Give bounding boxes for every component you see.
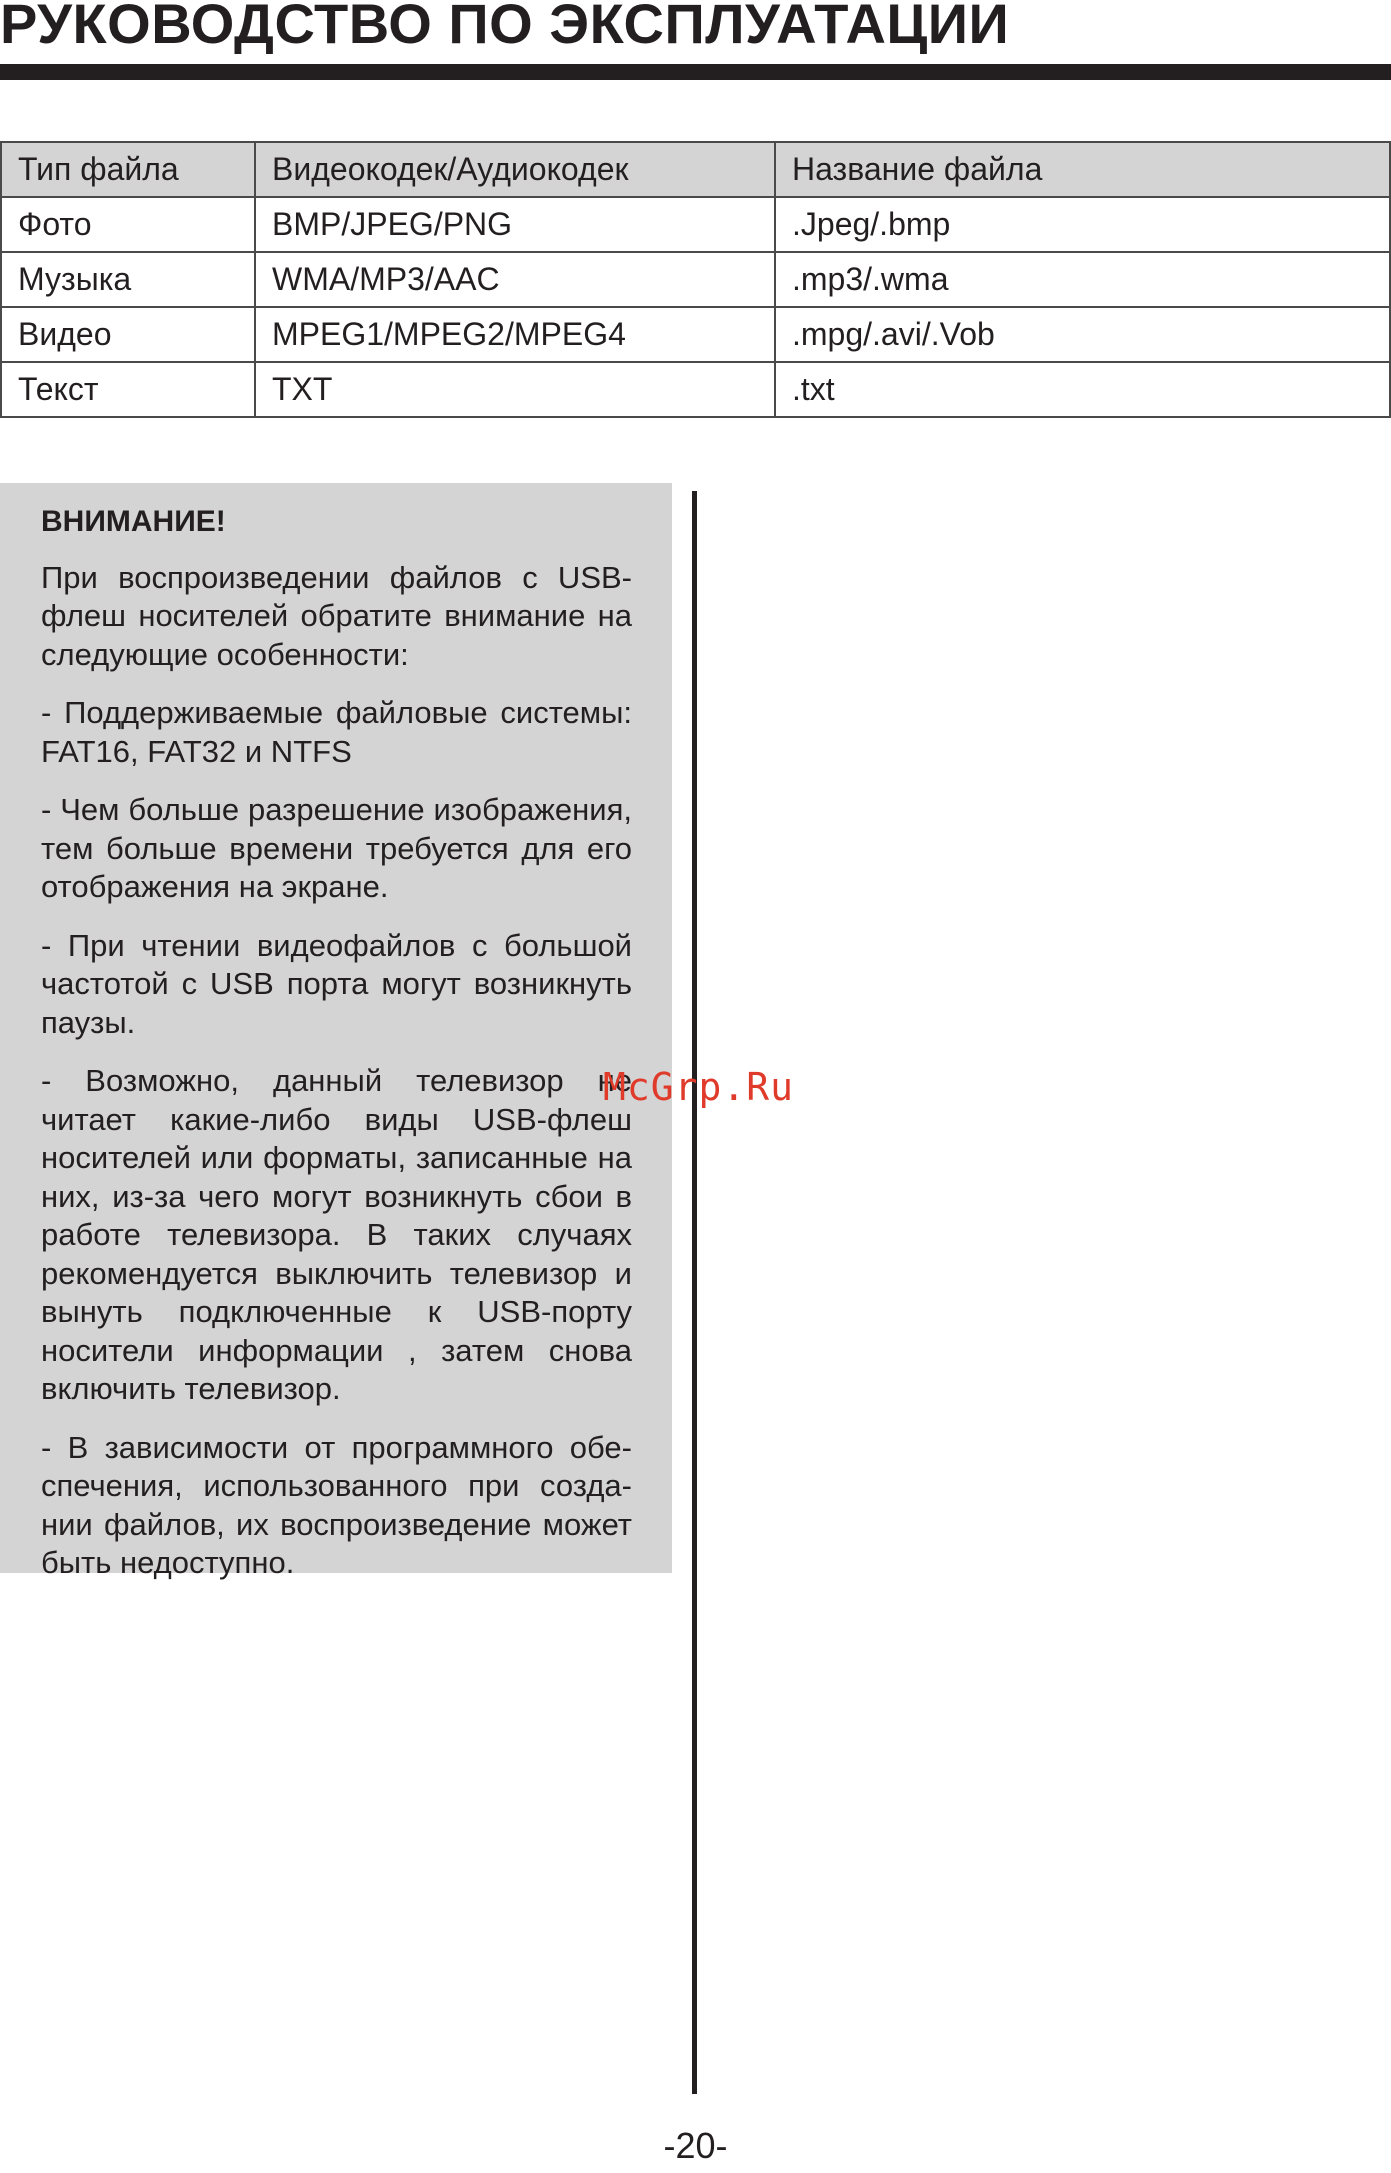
notice-paragraph: - Возможно, данный телевизор не читает какие-либо виды USB-флеш носителей или форматы, записанные на них, из-за чего могут возникнуть сбои в работе телевизора. В таких случаях рекомендуется выключить телевизор и вынуть подключенные к USB-порту носители информации , затем снова включить телевизор.	[41, 1063, 632, 1406]
notice-paragraph: - Чем больше разрешение изображения, тем больше времени требуется для его отображения на экране.	[41, 792, 632, 904]
notice-paragraph: - Поддерживаемые файловые системы: FAT16, FAT32 и NTFS	[41, 695, 632, 769]
table-cell: .Jpeg/.bmp	[775, 197, 1390, 252]
table-cell: Фото	[1, 197, 255, 252]
table-cell: Текст	[1, 362, 255, 417]
notice-heading: ВНИМАНИЕ!	[41, 505, 226, 538]
table-cell: .txt	[775, 362, 1390, 417]
notice-paragraph: При воспроизведении файлов с USB-флеш носителей обратите внимание на следующие особенности:	[41, 559, 632, 672]
column-header-file-name: Название файла	[775, 142, 1390, 197]
table-cell: BMP/JPEG/PNG	[255, 197, 775, 252]
table-cell: Музыка	[1, 252, 255, 307]
page-number: -20-	[663, 2125, 728, 2166]
table-row	[1, 362, 1390, 417]
title-rule	[0, 64, 1391, 80]
table-row	[1, 307, 1390, 362]
notice-paragraph: - При чтении видеофайлов с большой частотой с USB порта могут возникнуть паузы.	[41, 927, 632, 1040]
notice-paragraph: - В зависимости от программного обеспечения, использованного при создании файлов, их воспроизведение может быть недоступно.	[41, 1429, 632, 1580]
table-cell: MPEG1/MPEG2/MPEG4	[255, 307, 775, 362]
notice-box	[0, 483, 672, 1580]
table-header-row	[1, 142, 1390, 197]
table-cell: Видео	[1, 307, 255, 362]
column-header-codec: Видеокодек/Аудиокодек	[255, 142, 775, 197]
file-formats-table	[0, 141, 1391, 418]
page-title: РУКОВОДСТВО ПО ЭКСПЛУАТАЦИИ	[0, 0, 1010, 55]
watermark: McGrp.Ru	[603, 1065, 795, 1109]
column-divider	[692, 491, 697, 2094]
column-header-file-type: Тип файла	[1, 142, 255, 197]
table-cell: WMA/MP3/AAC	[255, 252, 775, 307]
table-row	[1, 197, 1390, 252]
table-row	[1, 252, 1390, 307]
table-cell: .mpg/.avi/.Vob	[775, 307, 1390, 362]
table-cell: TXT	[255, 362, 775, 417]
table-cell: .mp3/.wma	[775, 252, 1390, 307]
